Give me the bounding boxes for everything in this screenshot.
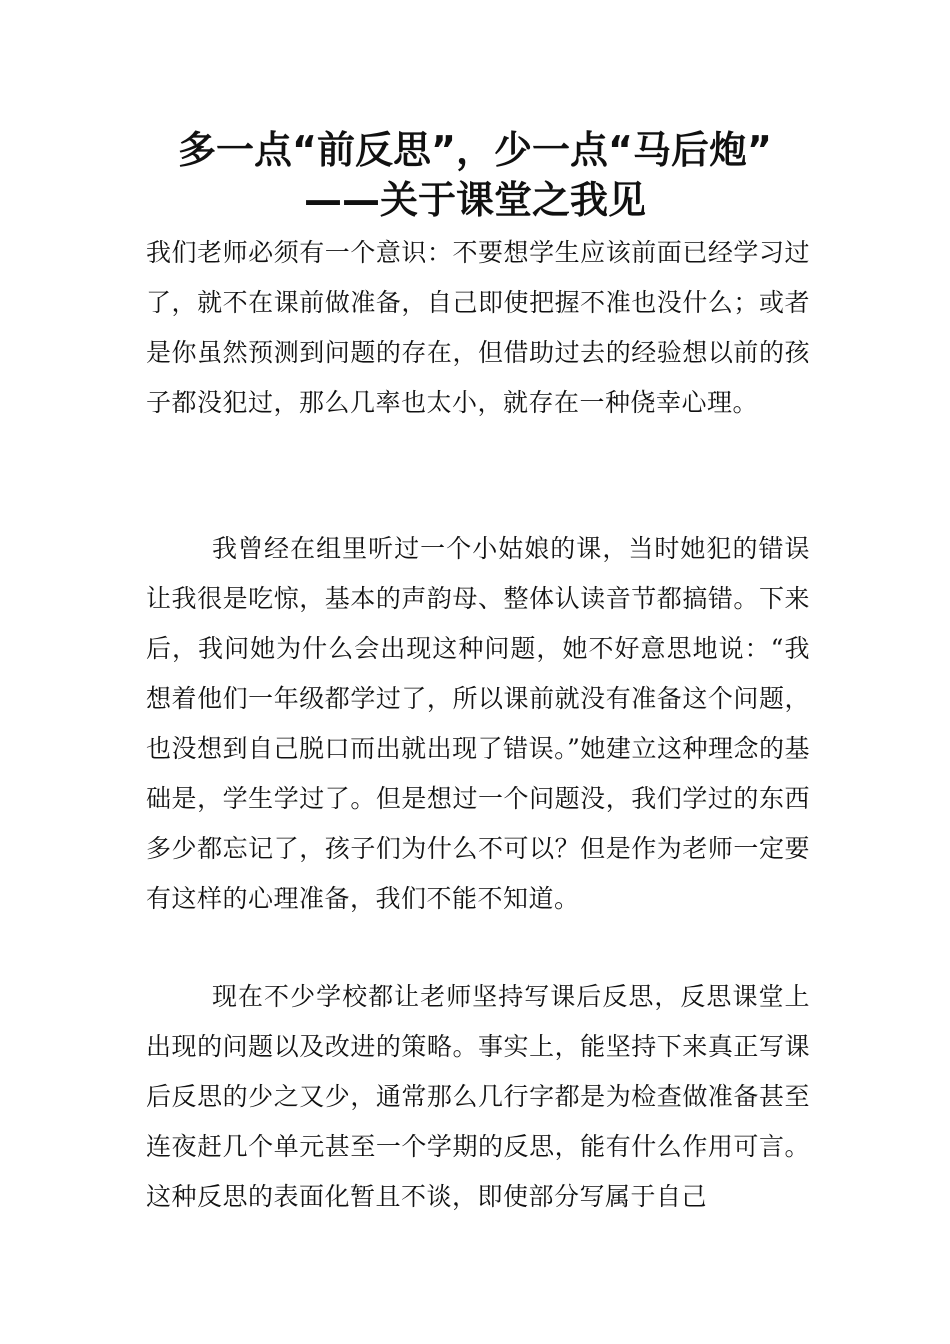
title-line-2: ——关于课堂之我见 (303, 178, 646, 222)
paragraph-1: 我们老师必须有一个意识：不要想学生应该前面已经学习过了，就不在课前做准备，自己即使把握不准也没什么；或者是你虽然预测到问题的存在，但借助过去的经验想以前的孩子都没犯过，那么几率也太小，就存在一种侥幸心理。 (146, 238, 810, 417)
paragraph-3: 现在不少学校都让老师坚持写课后反思，反思课堂上出现的问题以及改进的策略。事实上，能坚持下来真正写课后反思的少之又少，通常那么几行字都是为检查做准备甚至连夜赶几个单元甚至一个学期的反思，能有什么作用可言。这种反思的表面化暂且不谈，即使部分写属于自己 (146, 982, 810, 1211)
paragraph-2: 我曾经在组里听过一个小姑娘的课，当时她犯的错误让我很是吃惊，基本的声韵母、整体认读音节都搞错。下来后，我问她为什么会出现这种问题，她不好意思地说：“我想着他们一年级都学过了，所以课前就没有准备这个问题，也没想到自己脱口而出就出现了错误。”她建立这种理念的基础是，学生学过了。但是想过一个问题没，我们学过的东西多少都忘记了，孩子们为什么不可以？但是作为老师一定要有这样的心理准备，我们不能不知道。 (146, 534, 810, 913)
title-line-1: 多一点“前反思”，少一点“马后炮” (178, 128, 772, 172)
